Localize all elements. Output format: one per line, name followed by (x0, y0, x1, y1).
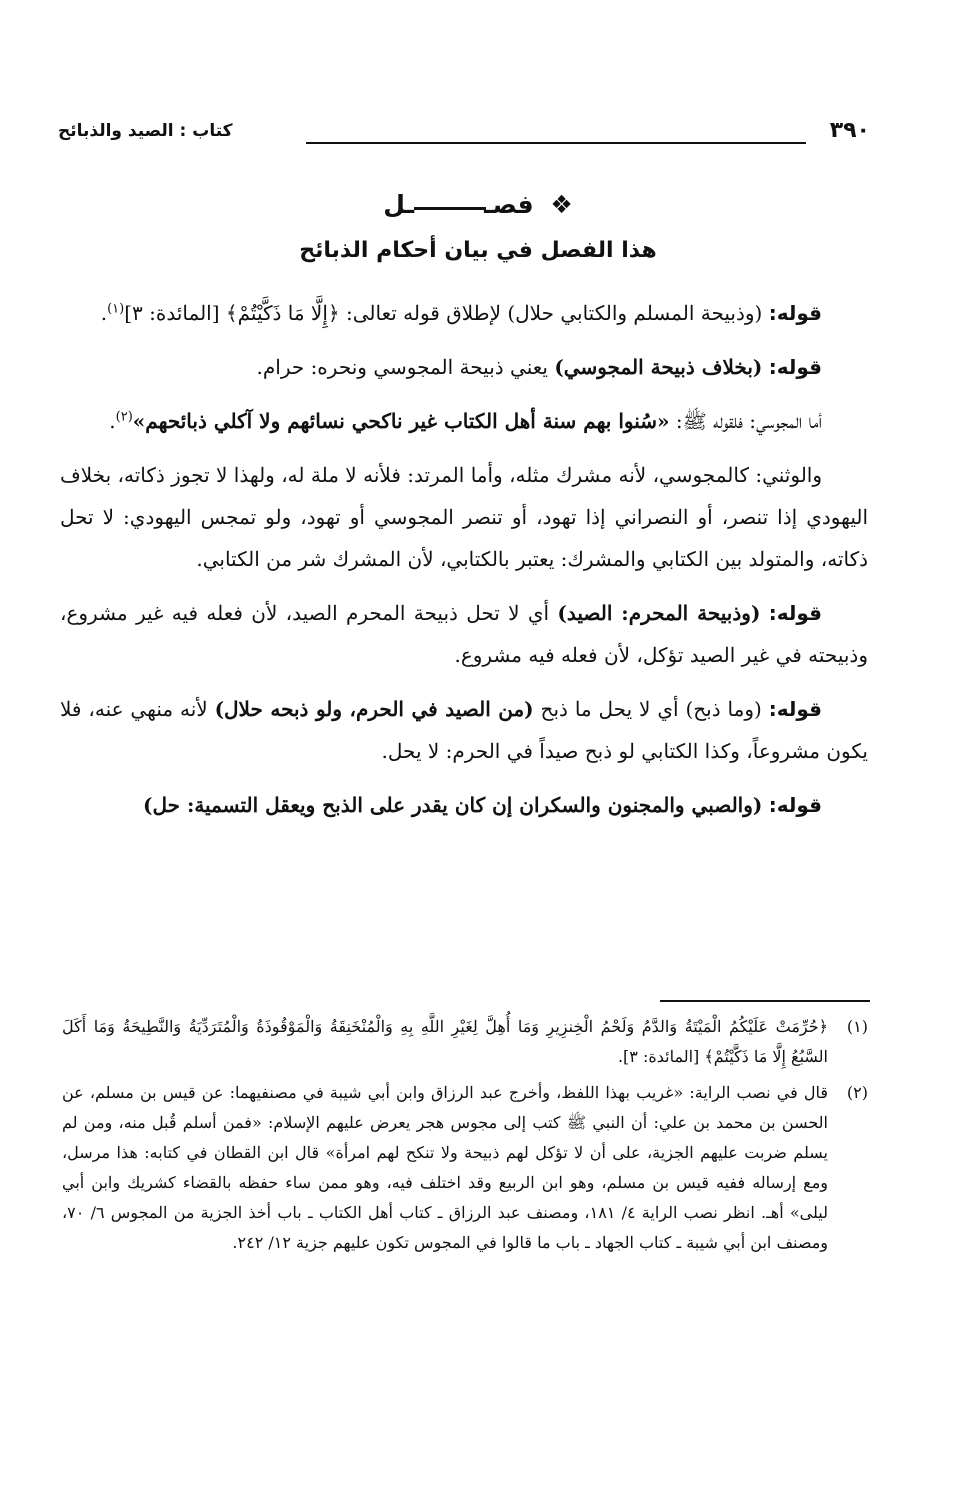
paragraph-text: والوثني: كالمجوسي، لأنه مشرك مثله، وأما المرتد: فلأنه لا ملة له، ولهذا لا تجوز ذكاته، بخلاف اليهودي إذا تنصر، أو النصراني إذا تهود، أو تنصر المجوسي أو تهود، ولو تمجس اليهودي: لا تحل ذكاته، والمتولد بين الكتابي والمشرك: يعتبر بالكتابي، لأن المشرك شر من الكتابي. (60, 463, 868, 571)
qawluhu-label: قوله: (768, 301, 822, 325)
paragraph-5 (60, 592, 868, 676)
section-heading-text: فصـ (484, 190, 534, 219)
page-header (58, 118, 870, 154)
paragraph-3: أما المجوسي: فلقوله ﷺ: «سُنوا بهم سنة أهل الكتاب غير ناكحي نسائهم ولا آكلي ذبائحهم»$^{(٢)}$. (109, 409, 822, 433)
heading-kashida (414, 203, 486, 210)
header-rule (306, 142, 806, 144)
paragraph-2 (60, 346, 868, 388)
section-heading-tail: ـل (383, 190, 415, 219)
paragraph-7 (60, 784, 868, 826)
footnote-number: (١) (846, 1017, 868, 1036)
quoted-matn: (من الصيد في الحرم، ولو ذبحه حلال) (214, 697, 534, 721)
page-number: ٣٩٠ (829, 118, 870, 143)
qawluhu-label: قوله: (768, 793, 822, 817)
quoted-matn: (والصبي والمجنون والسكران إن كان يقدر على الذبح ويعقل التسمية: حل) (143, 793, 763, 817)
footnote-separator (660, 1000, 870, 1002)
footnote-number: (٢) (846, 1083, 868, 1102)
paragraph-1: قوله: (وذبيحة المسلم والكتابي حلال) لإطلاق قوله تعالى: ﴿إِلَّا مَا ذَكَّيْتُمْ﴾ [المائدة: ٣]$^{(١)}$. (100, 301, 822, 325)
paragraph-6 (60, 688, 868, 772)
footnote-text: ﴿حُرِّمَتْ عَلَيْكُمُ الْمَيْتَةُ وَالدَّمُ وَلَحْمُ الْخِنزِيرِ وَمَا أُهِلَّ لِغَيْرِ اللَّهِ بِهِ وَالْمُنْخَنِقَةُ وَالْمَوْقُوذَةُ وَالْمُتَرَدِّيَةُ وَالنَّطِيحَةُ وَمَا أَكَلَ السَّبُعُ إِلَّا مَا ذَكَّيْتُمْ﴾ [المائدة: ٣]. (62, 1017, 828, 1066)
paragraph-text: يعني ذبيحة المجوسي ونحره: حرام. (256, 355, 555, 379)
paragraph-text: (وذبيحة المسلم والكتابي حلال) لإطلاق قوله تعالى: ﴿إِلَّا مَا ذَكَّيْتُمْ﴾ [المائدة: ٣] (124, 301, 763, 325)
quoted-matn: (بخلاف ذبيحة المجوسي) (554, 355, 763, 379)
footnote-text: قال في نصب الراية: «غريب بهذا اللفظ، وأخرج عبد الرزاق وابن أبي شيبة في مصنفيهما: عن قيس بن مسلم، عن الحسن بن محمد بن علي: أن النبي ﷺ كتب إلى مجوس هجر يعرض عليهم الإسلام: «فمن أسلم قُبل منه، ومن لم يسلم ضربت عليهم الجزية، على أن لا تؤكل لهم ذبيحة ولا تنكح لهم امرأة» قال ابن القطان في كتابه: هذا مرسل، ومع إرساله ففيه قيس بن مسلم، وهو ابن الربيع وقد اختلف فيه، وهو ممن ساء حفظه بالقضاء كشريك وابن أبي ليلى» أهـ. انظر نصب الراية ٤/ ١٨١، ومصنف عبد الرزاق ـ كتاب أهل الكتاب ـ باب أخذ الجزية من المجوس ٦/ ٧٠، ومصنف ابن أبي شيبة ـ كتاب الجهاد ـ باب ما قالوا في المجوس تكون عليهم جزية ١٢/ ٢٤٢. (62, 1083, 829, 1252)
qawluhu-label: قوله: (768, 355, 822, 379)
paragraph-text: (وما ذبح) أي لا يحل ما ذبح (533, 697, 762, 721)
footnote-ref: (٢) (115, 409, 133, 425)
diamond-ornament-icon: ❖ (550, 190, 573, 219)
paragraph-4 (60, 454, 868, 580)
qawluhu-label: قوله: (768, 697, 823, 721)
quoted-matn: (وذبيحة المحرم: الصيد) (557, 601, 761, 625)
section-subtitle: هذا الفصل في بيان أحكام الذبائح (299, 238, 657, 263)
paragraph-text: أي لا تحل ذبيحة المحرم الصيد، لأن فعله فيه غير مشروع، وذبيحته في غير الصيد تؤكل، لأن فعله فيه مشروع. (60, 601, 868, 667)
footnote-2 (62, 1078, 868, 1258)
footnote-1 (62, 1012, 868, 1072)
main-text (60, 292, 868, 836)
footnote-ref: (١) (107, 301, 125, 317)
paragraph-text: أما المجوسي: فلقوله ﷺ: (669, 409, 822, 433)
section-heading (0, 190, 956, 219)
qawluhu-label: قوله: (768, 601, 822, 625)
hadith-quote: «سُنوا بهم سنة أهل الكتاب غير ناكحي نسائهم ولا آكلي ذبائحهم» (132, 409, 670, 433)
paragraph-text: لأنه منهي عنه، فلا يكون مشروعاً، وكذا الكتابي لو ذبح صيداً في الحرم: لا يحل. (60, 697, 868, 763)
running-title: كتاب : الصيد والذبائح (58, 121, 233, 141)
footnotes (62, 1012, 868, 1264)
